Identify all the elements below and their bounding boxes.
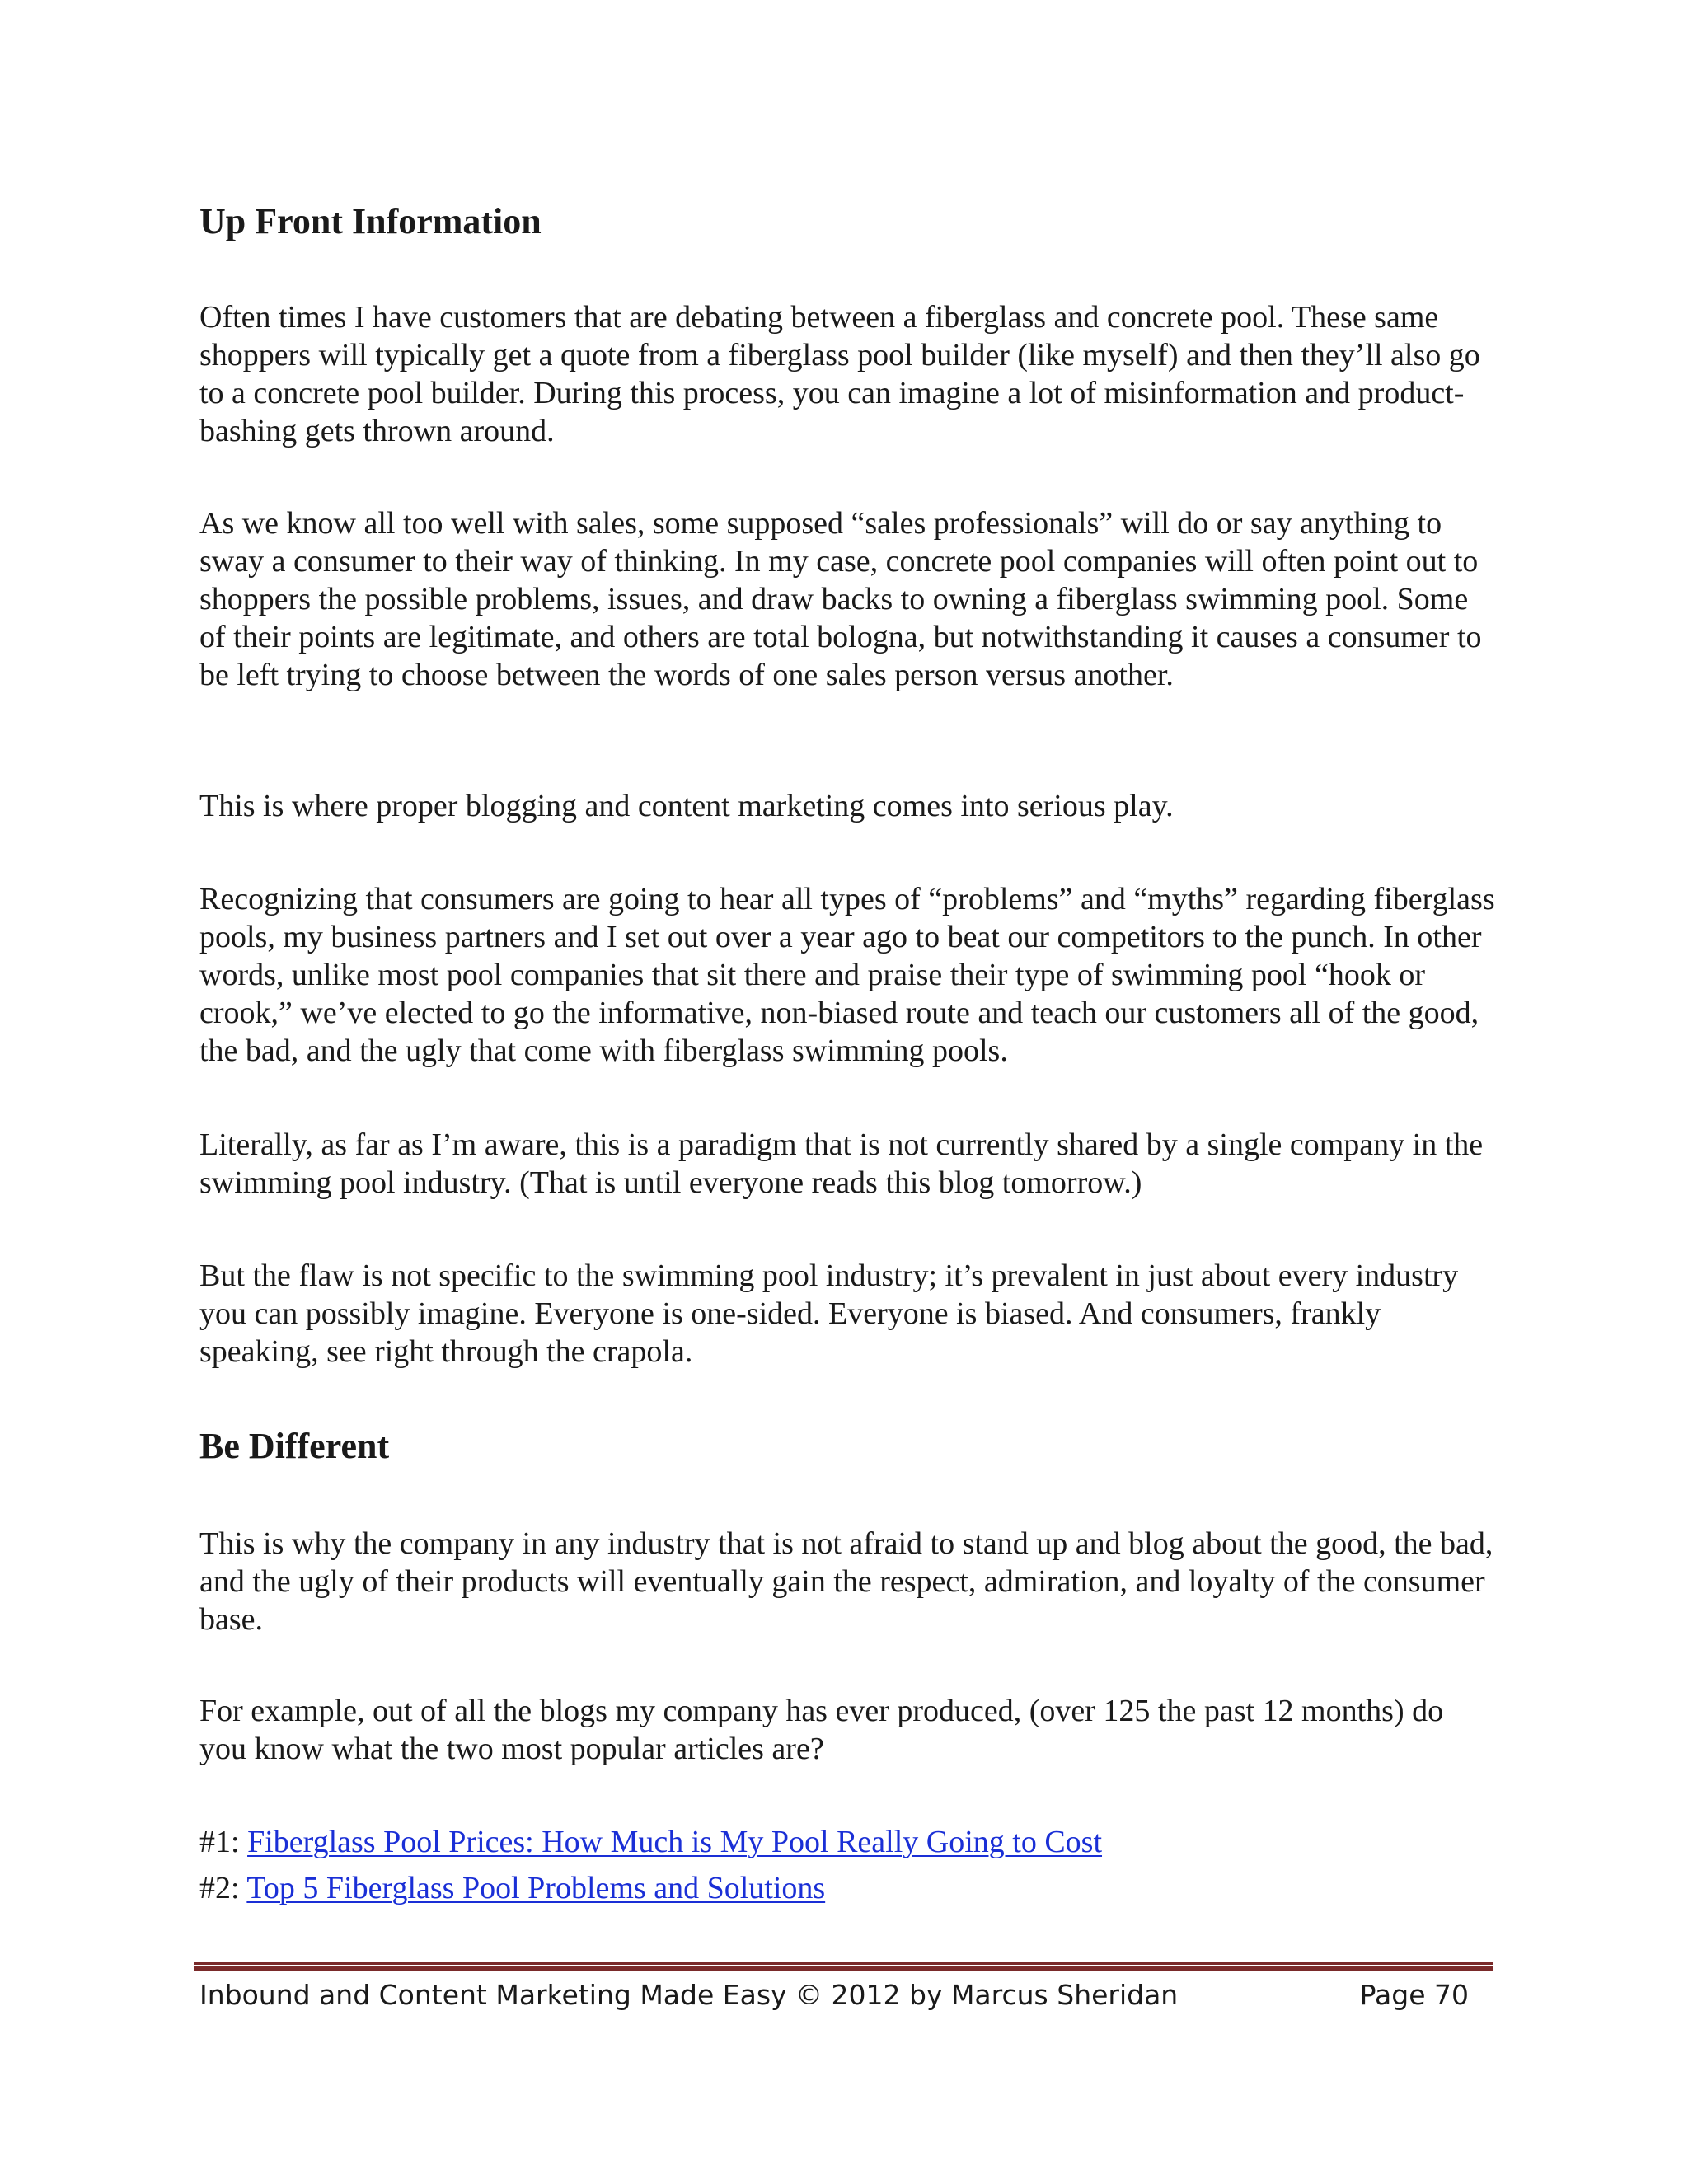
paragraph: Often times I have customers that are debating between a fiberglass and concrete pool. These same shoppers will typically get a quote from a fiberglass pool builder (like myself) and then they’ll also go to a concrete pool builder. During this process, you can imagine a lot of misinformation and product-bashing gets thrown around. [199,300,1480,448]
footer-rule [194,1962,1493,1971]
section-heading-be-different: Be Different [199,1426,390,1466]
footer-title: Inbound and Content Marketing Made Easy © 2012 by Marcus Sheridan [199,1979,1179,2011]
link-prefix: #2: [199,1871,247,1905]
paragraph: This is where proper blogging and content marketing comes into serious play. [199,789,1174,823]
link-fiberglass-pool-prices[interactable]: Fiberglass Pool Prices: How Much is My Pool Really Going to Cost [247,1825,1103,1859]
paragraph: This is why the company in any industry that is not afraid to stand up and blog about the good, the bad, and the ugly of their products will eventually gain the respect, admiration, and loyalty of the consumer base. [199,1526,1493,1637]
link-row-1 [199,1823,1102,1861]
paragraph: But the flaw is not specific to the swimming pool industry; it’s prevalent in just about every industry you can possibly imagine. Everyone is one-sided. Everyone is biased. And consumers, frankly speaking, see right through the crapola. [199,1258,1459,1369]
paragraph: As we know all too well with sales, some supposed “sales professionals” will do or say anything to sway a consumer to their way of thinking. In my case, concrete pool companies will often point out to shoppers the possible problems, issues, and draw backs to owning a fiberglass swimming pool. Some of their points are legitimate, and others are total bologna, but notwithstanding it causes a consumer to be left trying to choose between the words of one sales person versus another. [199,506,1482,692]
link-prefix: #1: [199,1825,248,1859]
paragraph: For example, out of all the blogs my company has ever produced, (over 125 the past 12 months) do you know what the two most popular articles are? [199,1694,1444,1766]
paragraph: Literally, as far as I’m aware, this is a paradigm that is not currently shared by a single company in the swimming pool industry. (That is until everyone reads this blog tomorrow.) [199,1127,1484,1200]
paragraph: Recognizing that consumers are going to hear all types of “problems” and “myths” regarding fiberglass pools, my business partners and I set out over a year ago to beat our competitors to the punch. In other words, unlike most pool companies that sit there and praise their type of swimming pool “hook or crook,” we’ve elected to go the informative, non-biased route and teach our customers all of the good, the bad, and the ugly that come with fiberglass swimming pools. [199,882,1495,1068]
section-heading-up-front-information: Up Front Information [199,201,542,241]
link-row-2 [199,1869,825,1907]
page-number: Page 70 [1359,1979,1469,2011]
link-top-5-problems[interactable]: Top 5 Fiberglass Pool Problems and Solutions [246,1871,826,1905]
